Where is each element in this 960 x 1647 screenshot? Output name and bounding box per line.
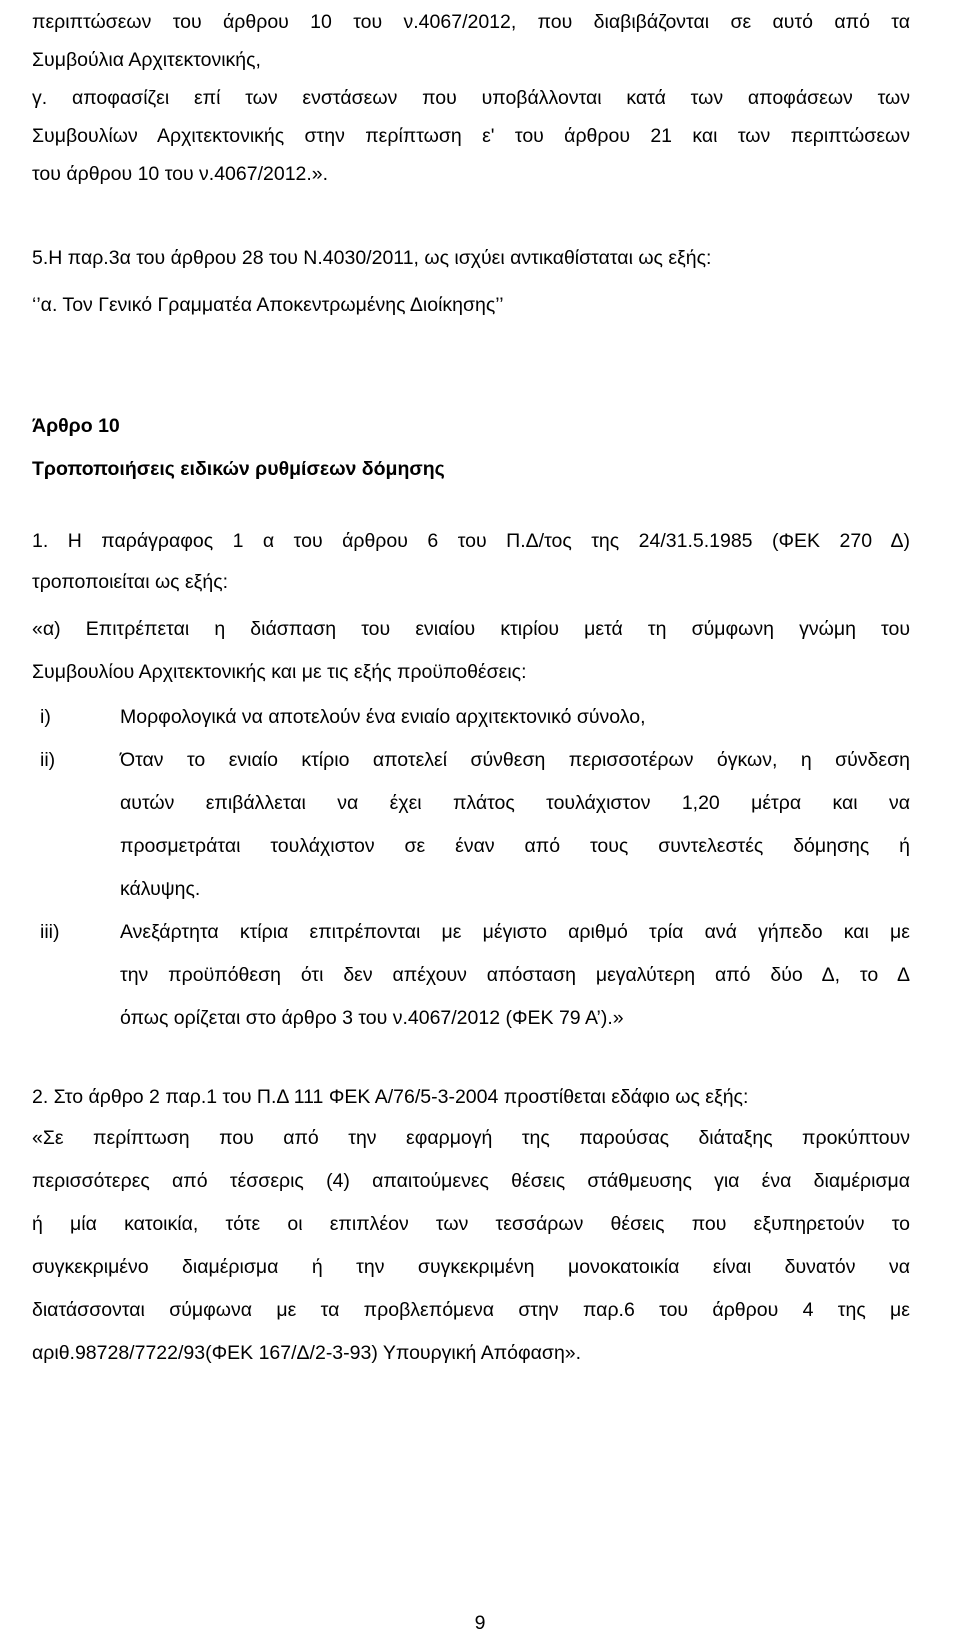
text-line: γ. αποφασίζει επί των ενστάσεων που υποβάλλονται κατά των αποφάσεων των <box>32 87 910 109</box>
text-line: ή μία κατοικία, τότε οι επιπλέον των τεσσάρων θέσεις που εξυπηρετούν το <box>32 1213 910 1235</box>
list-marker: iii) <box>40 921 60 943</box>
list-marker: i) <box>40 706 51 728</box>
text-line: διατάσσονται σύμφωνα με τα προβλεπόμενα στην παρ.6 του άρθρου 4 της με <box>32 1299 910 1321</box>
text-line: Συμβούλια Αρχιτεκτονικής, <box>32 49 261 71</box>
text-line: 2. Στο άρθρο 2 παρ.1 του Π.Δ 111 ΦΕΚ Α/76/5-3-2004 προστίθεται εδάφιο ως εξής: <box>32 1086 749 1108</box>
text-line: Συμβουλίων Αρχιτεκτονικής στην περίπτωση ε' του άρθρου 21 και των περιπτώσεων <box>32 125 910 147</box>
article-number: Άρθρο 10 <box>32 415 120 437</box>
text-line: «Σε περίπτωση που από την εφαρμογή της παρούσας διάταξης προκύπτουν <box>32 1127 910 1149</box>
text-line: συγκεκριμένο διαμέρισμα ή την συγκεκριμένη μονοκατοικία είναι δυνατόν να <box>32 1256 910 1278</box>
list-item-text: αυτών επιβάλλεται να έχει πλάτος τουλάχιστον 1,20 μέτρα και να <box>120 792 910 814</box>
text-line: τροποποιείται ως εξής: <box>32 571 229 593</box>
text-line: περισσότερες από τέσσερις (4) απαιτούμενες θέσεις στάθμευσης για ένα διαμέρισμα <box>32 1170 910 1192</box>
text-line: του άρθρου 10 του ν.4067/2012.». <box>32 163 329 185</box>
text-line: περιπτώσεων του άρθρου 10 του ν.4067/2012, που διαβιβάζονται σε αυτό από τα <box>32 11 910 33</box>
list-item-text: όπως ορίζεται στο άρθρο 3 του ν.4067/2012 (ΦΕΚ 79 Α’).» <box>120 1007 624 1029</box>
article-title: Τροποποιήσεις ειδικών ρυθμίσεων δόμησης <box>32 458 445 480</box>
list-item-text: Μορφολογικά να αποτελούν ένα ενιαίο αρχιτεκτονικό σύνολο, <box>120 706 646 728</box>
text-line: αριθ.98728/7722/93(ΦΕΚ 167/Δ/2-3-93) Υπουργική Απόφαση». <box>32 1342 582 1364</box>
list-item-text: προσμετράται τουλάχιστον σε έναν από τους συντελεστές δόμησης ή <box>120 835 910 857</box>
page-number: 9 <box>474 1612 486 1634</box>
text-line: Συμβουλίου Αρχιτεκτονικής και με τις εξής προϋποθέσεις: <box>32 661 527 683</box>
list-marker: ii) <box>40 749 56 771</box>
list-item-text: Ανεξάρτητα κτίρια επιτρέπονται με μέγιστο αριθμό τρία ανά γήπεδο και με <box>120 921 910 943</box>
text-line: «α) Επιτρέπεται η διάσπαση του ενιαίου κτιρίου μετά τη σύμφωνη γνώμη του <box>32 618 910 640</box>
text-line: 1. Η παράγραφος 1 α του άρθρου 6 του Π.Δ/τος της 24/31.5.1985 (ΦΕΚ 270 Δ) <box>32 530 910 552</box>
list-item-text: κάλυψης. <box>120 878 201 900</box>
text-line: ‘’α. Τον Γενικό Γραμματέα Αποκεντρωμένης Διοίκησης’’ <box>32 294 504 316</box>
text-line: 5.Η παρ.3α του άρθρου 28 του Ν.4030/2011, ως ισχύει αντικαθίσταται ως εξής: <box>32 247 712 269</box>
list-item-text: την προϋπόθεση ότι δεν απέχουν απόσταση μεγαλύτερη από δύο Δ, το Δ <box>120 964 910 986</box>
list-item-text: Όταν το ενιαίο κτίριο αποτελεί σύνθεση περισσοτέρων όγκων, η σύνδεση <box>120 749 910 771</box>
